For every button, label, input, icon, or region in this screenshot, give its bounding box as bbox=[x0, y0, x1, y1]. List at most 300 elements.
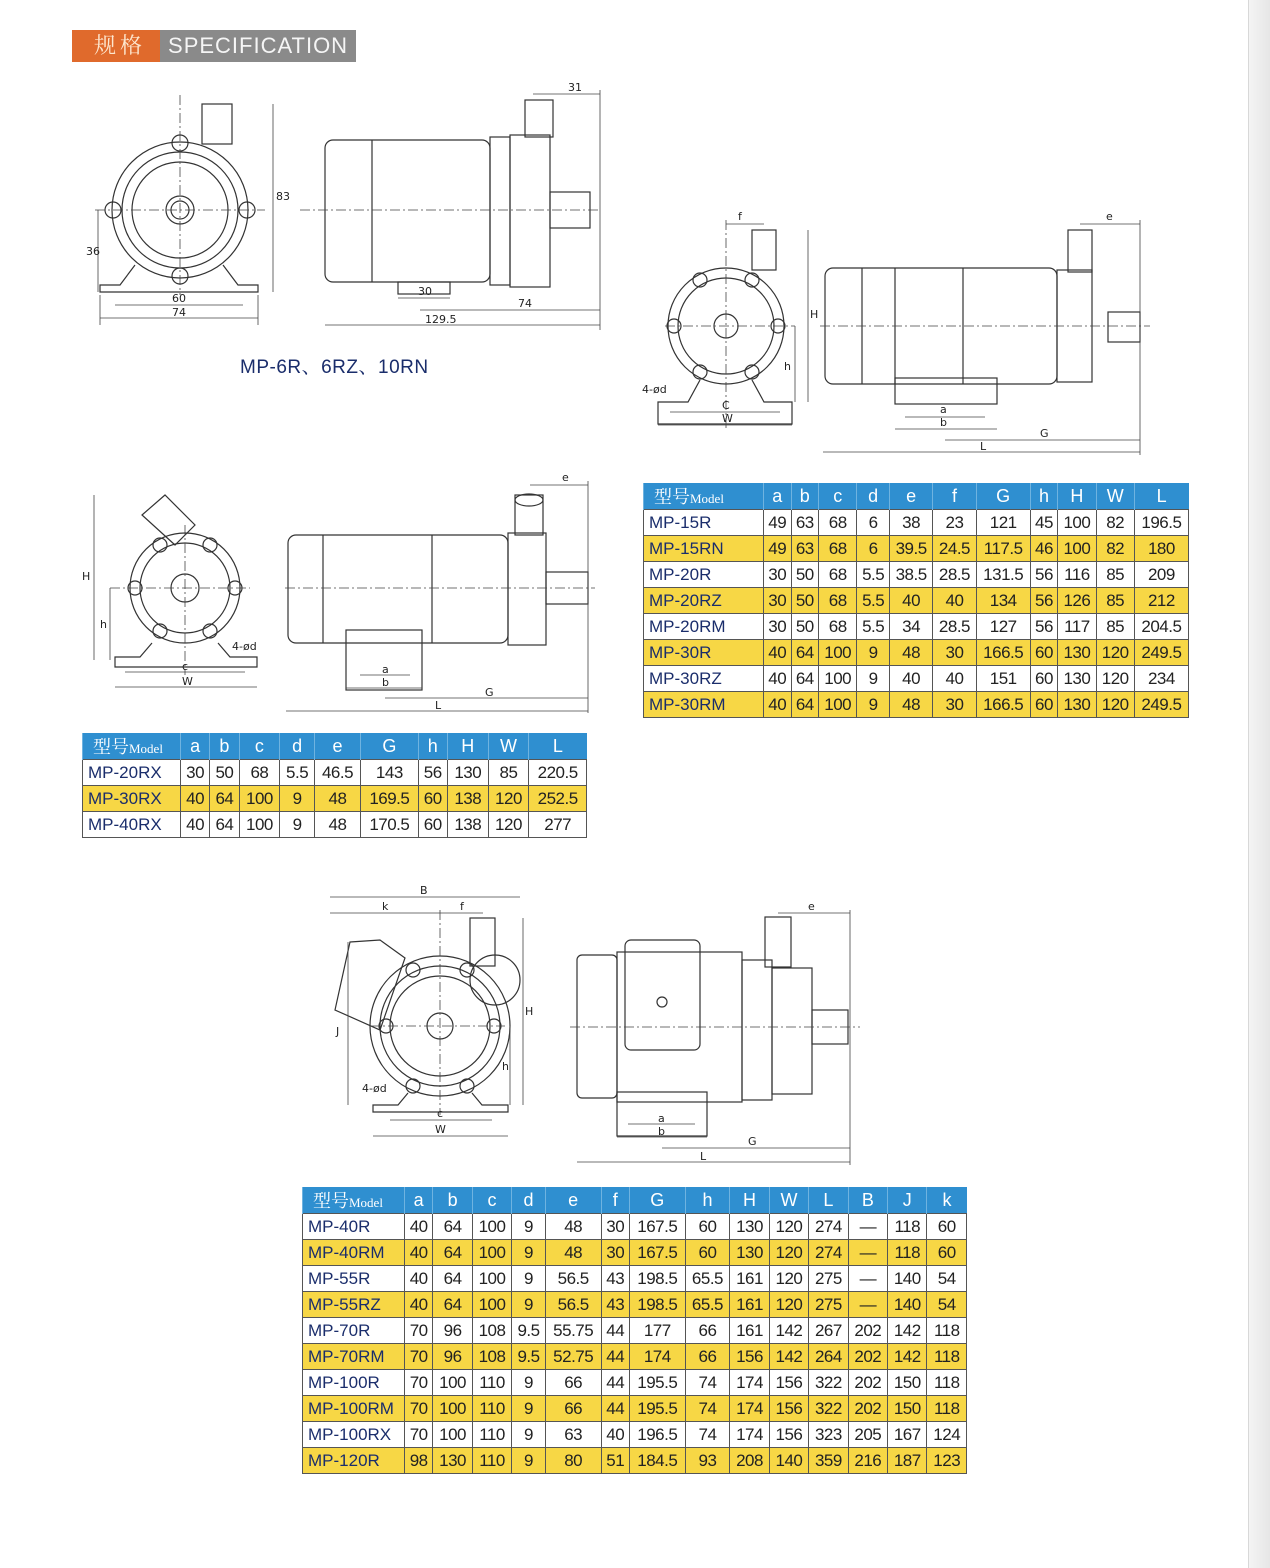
value-cell-a: 70 bbox=[405, 1344, 433, 1370]
value-cell-f: 40 bbox=[933, 588, 976, 614]
value-cell-W: 140 bbox=[769, 1448, 808, 1474]
value-cell-a: 30 bbox=[764, 588, 792, 614]
value-cell-d: 9 bbox=[280, 786, 315, 812]
value-cell-a: 70 bbox=[405, 1422, 433, 1448]
value-cell-f: 43 bbox=[601, 1266, 629, 1292]
value-cell-h: 60 bbox=[418, 812, 447, 838]
header-model: 型号Model bbox=[303, 1187, 405, 1214]
drawing-caption-mp6r: MP-6R、6RZ、10RN bbox=[240, 357, 429, 378]
value-cell-h: 74 bbox=[685, 1422, 730, 1448]
value-cell-W: 85 bbox=[1096, 562, 1134, 588]
value-cell-a: 40 bbox=[181, 786, 210, 812]
value-cell-e: 66 bbox=[545, 1396, 601, 1422]
value-cell-c: 108 bbox=[472, 1344, 511, 1370]
value-cell-L: 274 bbox=[809, 1240, 848, 1266]
value-cell-G: 166.5 bbox=[976, 640, 1030, 666]
value-cell-c: 110 bbox=[472, 1422, 511, 1448]
value-cell-f: 30 bbox=[601, 1240, 629, 1266]
header-a: a bbox=[405, 1187, 433, 1214]
model-cell: MP-30RM bbox=[644, 692, 764, 718]
value-cell-c: 100 bbox=[819, 640, 857, 666]
value-cell-H: 117 bbox=[1058, 614, 1096, 640]
header-L: L bbox=[809, 1187, 848, 1214]
value-cell-f: 30 bbox=[601, 1214, 629, 1240]
value-cell-H: 174 bbox=[730, 1396, 769, 1422]
value-cell-H: 100 bbox=[1058, 510, 1096, 536]
value-cell-k: 118 bbox=[927, 1344, 967, 1370]
value-cell-d: 9 bbox=[857, 692, 890, 718]
value-cell-e: 48 bbox=[889, 640, 932, 666]
value-cell-d: 9 bbox=[512, 1266, 546, 1292]
value-cell-d: 5.5 bbox=[280, 760, 315, 786]
value-cell-c: 68 bbox=[239, 760, 280, 786]
value-cell-c: 110 bbox=[472, 1370, 511, 1396]
label-f: f bbox=[460, 900, 464, 913]
table-row bbox=[303, 1318, 967, 1344]
label-a: a bbox=[940, 403, 947, 416]
label-G: G bbox=[748, 1135, 757, 1148]
value-cell-W: 142 bbox=[769, 1344, 808, 1370]
value-cell-k: 54 bbox=[927, 1292, 967, 1318]
value-cell-G: 195.5 bbox=[629, 1370, 685, 1396]
value-cell-e: 40 bbox=[889, 588, 932, 614]
label-k: k bbox=[382, 900, 389, 913]
value-cell-L: 264 bbox=[809, 1344, 848, 1370]
value-cell-H: 130 bbox=[1058, 640, 1096, 666]
value-cell-h: 74 bbox=[685, 1396, 730, 1422]
value-cell-f: 44 bbox=[601, 1370, 629, 1396]
label-C: C bbox=[722, 399, 730, 412]
side-view bbox=[820, 210, 1150, 455]
value-cell-G: 184.5 bbox=[629, 1448, 685, 1474]
page-edge bbox=[1248, 0, 1270, 1568]
spec-table-mp40r-120r bbox=[302, 1187, 967, 1474]
label-h: h bbox=[100, 618, 107, 631]
value-cell-e: 52.75 bbox=[545, 1344, 601, 1370]
label-L: L bbox=[980, 440, 987, 453]
value-cell-d: 9 bbox=[280, 812, 315, 838]
dim-74-side: 74 bbox=[518, 297, 532, 310]
table-row bbox=[303, 1370, 967, 1396]
drawing-mp6r bbox=[80, 80, 640, 340]
value-cell-a: 30 bbox=[764, 562, 792, 588]
section-header bbox=[72, 30, 356, 62]
value-cell-G: 196.5 bbox=[629, 1422, 685, 1448]
value-cell-H: 156 bbox=[730, 1344, 769, 1370]
value-cell-b: 50 bbox=[791, 614, 819, 640]
header-f: f bbox=[933, 483, 976, 510]
label-J: J bbox=[336, 1025, 340, 1038]
value-cell-c: 100 bbox=[239, 786, 280, 812]
front-view bbox=[82, 495, 257, 688]
value-cell-c: 100 bbox=[819, 692, 857, 718]
value-cell-H: 130 bbox=[1058, 692, 1096, 718]
value-cell-e: 46.5 bbox=[314, 760, 360, 786]
model-cell: MP-30RZ bbox=[644, 666, 764, 692]
value-cell-h: 60 bbox=[1030, 692, 1058, 718]
value-cell-G: 169.5 bbox=[361, 786, 419, 812]
value-cell-b: 64 bbox=[791, 640, 819, 666]
value-cell-W: 156 bbox=[769, 1370, 808, 1396]
value-cell-B: — bbox=[848, 1266, 887, 1292]
model-cell: MP-30RX bbox=[83, 786, 181, 812]
value-cell-W: 120 bbox=[1096, 666, 1134, 692]
table-row bbox=[303, 1344, 967, 1370]
value-cell-e: 80 bbox=[545, 1448, 601, 1474]
value-cell-h: 60 bbox=[685, 1240, 730, 1266]
value-cell-L: 196.5 bbox=[1134, 510, 1188, 536]
value-cell-W: 85 bbox=[1096, 588, 1134, 614]
value-cell-e: 34 bbox=[889, 614, 932, 640]
label-B: B bbox=[420, 884, 428, 897]
value-cell-c: 68 bbox=[819, 510, 857, 536]
value-cell-W: 142 bbox=[769, 1318, 808, 1344]
value-cell-h: 46 bbox=[1030, 536, 1058, 562]
label-f: f bbox=[738, 210, 742, 223]
side-view bbox=[570, 900, 860, 1165]
value-cell-L: 275 bbox=[809, 1292, 848, 1318]
value-cell-h: 45 bbox=[1030, 510, 1058, 536]
value-cell-d: 9.5 bbox=[512, 1344, 546, 1370]
value-cell-L: 212 bbox=[1134, 588, 1188, 614]
value-cell-b: 96 bbox=[433, 1318, 472, 1344]
label-h: h bbox=[502, 1060, 509, 1073]
value-cell-b: 64 bbox=[433, 1292, 472, 1318]
value-cell-a: 40 bbox=[405, 1292, 433, 1318]
value-cell-d: 9 bbox=[512, 1370, 546, 1396]
value-cell-J: 118 bbox=[888, 1240, 927, 1266]
value-cell-L: 180 bbox=[1134, 536, 1188, 562]
value-cell-W: 120 bbox=[769, 1266, 808, 1292]
value-cell-B: — bbox=[848, 1292, 887, 1318]
header-a: a bbox=[181, 733, 210, 760]
value-cell-d: 5.5 bbox=[857, 614, 890, 640]
value-cell-c: 100 bbox=[472, 1214, 511, 1240]
value-cell-L: 323 bbox=[809, 1422, 848, 1448]
value-cell-h: 74 bbox=[685, 1370, 730, 1396]
value-cell-a: 30 bbox=[181, 760, 210, 786]
value-cell-W: 120 bbox=[769, 1292, 808, 1318]
value-cell-G: 198.5 bbox=[629, 1292, 685, 1318]
value-cell-B: 205 bbox=[848, 1422, 887, 1448]
value-cell-e: 48 bbox=[314, 786, 360, 812]
label-a: a bbox=[658, 1112, 665, 1125]
value-cell-k: 118 bbox=[927, 1396, 967, 1422]
label-c: c bbox=[437, 1107, 444, 1120]
header-k: k bbox=[927, 1187, 967, 1214]
value-cell-c: 100 bbox=[472, 1240, 511, 1266]
value-cell-c: 100 bbox=[472, 1266, 511, 1292]
value-cell-d: 5.5 bbox=[857, 562, 890, 588]
value-cell-G: 195.5 bbox=[629, 1396, 685, 1422]
side-view bbox=[285, 471, 595, 713]
model-cell: MP-100R bbox=[303, 1370, 405, 1396]
value-cell-d: 5.5 bbox=[857, 588, 890, 614]
header-H: H bbox=[1058, 483, 1096, 510]
table-row bbox=[644, 692, 1189, 718]
header-f: f bbox=[601, 1187, 629, 1214]
model-cell: MP-100RX bbox=[303, 1422, 405, 1448]
value-cell-b: 96 bbox=[433, 1344, 472, 1370]
front-view bbox=[330, 884, 533, 1136]
table-row bbox=[303, 1214, 967, 1240]
value-cell-b: 64 bbox=[433, 1240, 472, 1266]
value-cell-J: 167 bbox=[888, 1422, 927, 1448]
value-cell-e: 56.5 bbox=[545, 1292, 601, 1318]
model-cell: MP-30R bbox=[644, 640, 764, 666]
value-cell-W: 120 bbox=[1096, 692, 1134, 718]
table-row bbox=[83, 760, 587, 786]
table-row bbox=[644, 562, 1189, 588]
header-W: W bbox=[769, 1187, 808, 1214]
value-cell-W: 82 bbox=[1096, 536, 1134, 562]
table-row bbox=[303, 1396, 967, 1422]
label-G: G bbox=[1040, 427, 1049, 440]
value-cell-W: 120 bbox=[488, 786, 529, 812]
value-cell-c: 68 bbox=[819, 536, 857, 562]
value-cell-b: 64 bbox=[433, 1214, 472, 1240]
value-cell-B: — bbox=[848, 1214, 887, 1240]
value-cell-W: 156 bbox=[769, 1396, 808, 1422]
value-cell-H: 130 bbox=[1058, 666, 1096, 692]
value-cell-J: 150 bbox=[888, 1370, 927, 1396]
value-cell-L: 274 bbox=[809, 1214, 848, 1240]
table-row bbox=[644, 536, 1189, 562]
value-cell-L: 275 bbox=[809, 1266, 848, 1292]
value-cell-a: 40 bbox=[764, 666, 792, 692]
value-cell-f: 44 bbox=[601, 1318, 629, 1344]
header-d: d bbox=[857, 483, 890, 510]
value-cell-h: 60 bbox=[1030, 640, 1058, 666]
value-cell-L: 267 bbox=[809, 1318, 848, 1344]
value-cell-e: 39.5 bbox=[889, 536, 932, 562]
model-cell: MP-20RX bbox=[83, 760, 181, 786]
value-cell-H: 100 bbox=[1058, 536, 1096, 562]
value-cell-H: 130 bbox=[730, 1240, 769, 1266]
model-cell: MP-55R bbox=[303, 1266, 405, 1292]
value-cell-G: 167.5 bbox=[629, 1214, 685, 1240]
header-a: a bbox=[764, 483, 792, 510]
value-cell-W: 82 bbox=[1096, 510, 1134, 536]
value-cell-f: 40 bbox=[933, 666, 976, 692]
value-cell-J: 118 bbox=[888, 1214, 927, 1240]
value-cell-k: 54 bbox=[927, 1266, 967, 1292]
label-4-od: 4-ød bbox=[362, 1082, 387, 1095]
label-b: b bbox=[382, 676, 389, 689]
value-cell-J: 142 bbox=[888, 1344, 927, 1370]
value-cell-h: 56 bbox=[418, 760, 447, 786]
value-cell-f: 40 bbox=[601, 1422, 629, 1448]
table-header-row bbox=[303, 1187, 967, 1214]
value-cell-d: 6 bbox=[857, 510, 890, 536]
header-L: L bbox=[1134, 483, 1188, 510]
value-cell-H: 161 bbox=[730, 1292, 769, 1318]
value-cell-H: 130 bbox=[730, 1214, 769, 1240]
value-cell-k: 60 bbox=[927, 1240, 967, 1266]
value-cell-h: 65.5 bbox=[685, 1266, 730, 1292]
value-cell-a: 40 bbox=[405, 1240, 433, 1266]
model-cell: MP-40RM bbox=[303, 1240, 405, 1266]
value-cell-b: 64 bbox=[791, 666, 819, 692]
model-cell: MP-55RZ bbox=[303, 1292, 405, 1318]
dim-36: 36 bbox=[86, 245, 100, 258]
label-4-od: 4-ød bbox=[232, 640, 257, 653]
value-cell-J: 150 bbox=[888, 1396, 927, 1422]
value-cell-c: 100 bbox=[819, 666, 857, 692]
value-cell-d: 9 bbox=[512, 1214, 546, 1240]
header-G: G bbox=[629, 1187, 685, 1214]
value-cell-k: 118 bbox=[927, 1370, 967, 1396]
value-cell-b: 100 bbox=[433, 1396, 472, 1422]
header-c: c bbox=[819, 483, 857, 510]
value-cell-B: 202 bbox=[848, 1370, 887, 1396]
value-cell-W: 120 bbox=[769, 1214, 808, 1240]
header-b: b bbox=[433, 1187, 472, 1214]
value-cell-d: 9 bbox=[512, 1292, 546, 1318]
value-cell-k: 118 bbox=[927, 1318, 967, 1344]
front-view bbox=[642, 210, 818, 430]
value-cell-B: — bbox=[848, 1240, 887, 1266]
value-cell-a: 40 bbox=[764, 640, 792, 666]
model-cell: MP-40R bbox=[303, 1214, 405, 1240]
dim-129-5: 129.5 bbox=[425, 313, 457, 326]
header-model: 型号Model bbox=[644, 483, 764, 510]
value-cell-c: 108 bbox=[472, 1318, 511, 1344]
value-cell-L: 220.5 bbox=[529, 760, 587, 786]
value-cell-L: 249.5 bbox=[1134, 640, 1188, 666]
value-cell-h: 60 bbox=[418, 786, 447, 812]
section-title-cn: 规格 bbox=[72, 30, 160, 62]
label-h: h bbox=[784, 360, 791, 373]
label-H: H bbox=[525, 1005, 534, 1018]
header-h: h bbox=[418, 733, 447, 760]
section-title-en: SPECIFICATION bbox=[160, 30, 356, 62]
header-B: B bbox=[848, 1187, 887, 1214]
value-cell-d: 9 bbox=[857, 640, 890, 666]
value-cell-d: 9 bbox=[857, 666, 890, 692]
value-cell-W: 120 bbox=[769, 1240, 808, 1266]
value-cell-a: 98 bbox=[405, 1448, 433, 1474]
value-cell-G: 174 bbox=[629, 1344, 685, 1370]
value-cell-k: 124 bbox=[927, 1422, 967, 1448]
value-cell-J: 140 bbox=[888, 1292, 927, 1318]
header-d: d bbox=[280, 733, 315, 760]
value-cell-G: 117.5 bbox=[976, 536, 1030, 562]
dim-74-front: 74 bbox=[172, 306, 186, 319]
value-cell-f: 23 bbox=[933, 510, 976, 536]
value-cell-W: 85 bbox=[488, 760, 529, 786]
value-cell-h: 66 bbox=[685, 1318, 730, 1344]
value-cell-G: 177 bbox=[629, 1318, 685, 1344]
value-cell-f: 44 bbox=[601, 1396, 629, 1422]
value-cell-G: 198.5 bbox=[629, 1266, 685, 1292]
header-W: W bbox=[1096, 483, 1134, 510]
value-cell-h: 56 bbox=[1030, 588, 1058, 614]
table-row bbox=[83, 812, 587, 838]
value-cell-H: 208 bbox=[730, 1448, 769, 1474]
label-H: H bbox=[810, 308, 819, 321]
value-cell-G: 170.5 bbox=[361, 812, 419, 838]
value-cell-c: 100 bbox=[239, 812, 280, 838]
value-cell-G: 121 bbox=[976, 510, 1030, 536]
label-W: W bbox=[722, 412, 733, 425]
model-cell: MP-20RM bbox=[644, 614, 764, 640]
table-row bbox=[303, 1266, 967, 1292]
value-cell-f: 51 bbox=[601, 1448, 629, 1474]
value-cell-b: 64 bbox=[433, 1266, 472, 1292]
value-cell-f: 44 bbox=[601, 1344, 629, 1370]
value-cell-d: 9 bbox=[512, 1448, 546, 1474]
value-cell-b: 63 bbox=[791, 536, 819, 562]
value-cell-k: 60 bbox=[927, 1214, 967, 1240]
label-L: L bbox=[700, 1150, 707, 1163]
header-H: H bbox=[730, 1187, 769, 1214]
value-cell-h: 60 bbox=[685, 1214, 730, 1240]
label-b: b bbox=[658, 1125, 665, 1138]
model-cell: MP-20R bbox=[644, 562, 764, 588]
dim-60: 60 bbox=[172, 292, 186, 305]
header-b: b bbox=[210, 733, 239, 760]
table-row bbox=[644, 510, 1189, 536]
header-J: J bbox=[888, 1187, 927, 1214]
value-cell-h: 60 bbox=[1030, 666, 1058, 692]
value-cell-d: 9.5 bbox=[512, 1318, 546, 1344]
value-cell-L: 249.5 bbox=[1134, 692, 1188, 718]
model-cell: MP-70R bbox=[303, 1318, 405, 1344]
value-cell-f: 43 bbox=[601, 1292, 629, 1318]
value-cell-h: 56 bbox=[1030, 562, 1058, 588]
label-W: W bbox=[182, 675, 193, 688]
spec-table-mp15r-30rm bbox=[643, 483, 1189, 718]
header-e: e bbox=[545, 1187, 601, 1214]
value-cell-e: 56.5 bbox=[545, 1266, 601, 1292]
header-W: W bbox=[488, 733, 529, 760]
header-e: e bbox=[314, 733, 360, 760]
table-header-row bbox=[644, 483, 1189, 510]
label-e: e bbox=[562, 471, 569, 484]
value-cell-b: 130 bbox=[433, 1448, 472, 1474]
front-view bbox=[86, 95, 290, 325]
value-cell-b: 50 bbox=[210, 760, 239, 786]
value-cell-a: 49 bbox=[764, 536, 792, 562]
value-cell-k: 123 bbox=[927, 1448, 967, 1474]
value-cell-d: 9 bbox=[512, 1396, 546, 1422]
value-cell-W: 120 bbox=[488, 812, 529, 838]
value-cell-J: 140 bbox=[888, 1266, 927, 1292]
drawing-rx-series bbox=[80, 465, 610, 720]
header-d: d bbox=[512, 1187, 546, 1214]
table-row bbox=[303, 1448, 967, 1474]
value-cell-L: 234 bbox=[1134, 666, 1188, 692]
table-row bbox=[644, 614, 1189, 640]
header-G: G bbox=[976, 483, 1030, 510]
value-cell-G: 127 bbox=[976, 614, 1030, 640]
value-cell-f: 28.5 bbox=[933, 614, 976, 640]
drawing-mp40r-120r bbox=[320, 880, 960, 1170]
table-row bbox=[644, 666, 1189, 692]
value-cell-J: 142 bbox=[888, 1318, 927, 1344]
value-cell-a: 70 bbox=[405, 1318, 433, 1344]
value-cell-d: 6 bbox=[857, 536, 890, 562]
side-view bbox=[300, 81, 600, 330]
value-cell-e: 38 bbox=[889, 510, 932, 536]
value-cell-a: 40 bbox=[405, 1266, 433, 1292]
value-cell-e: 48 bbox=[889, 692, 932, 718]
model-cell: MP-120R bbox=[303, 1448, 405, 1474]
header-b: b bbox=[791, 483, 819, 510]
value-cell-b: 100 bbox=[433, 1422, 472, 1448]
drawing-mp15r-30rm bbox=[640, 200, 1200, 460]
